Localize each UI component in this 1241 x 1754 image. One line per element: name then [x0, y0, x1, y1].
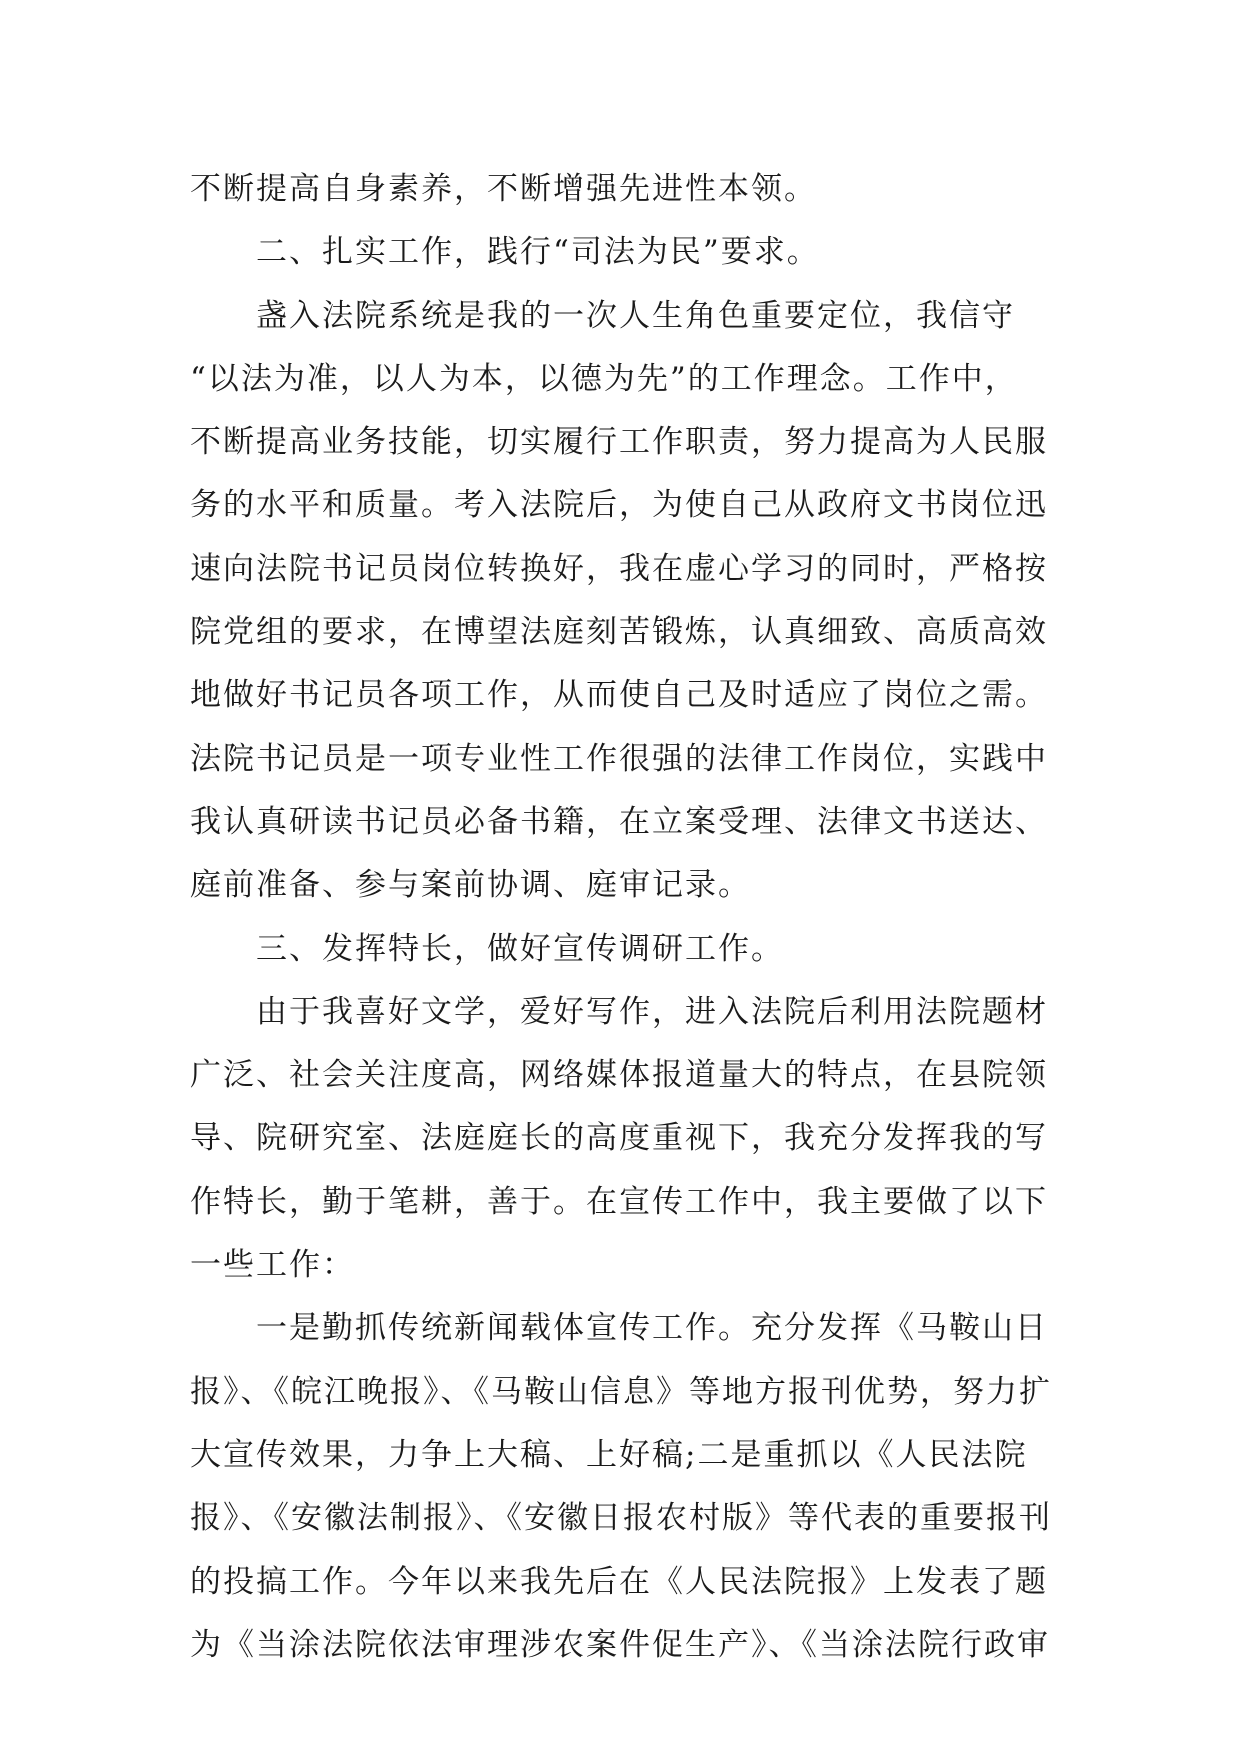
text-line: 二、扎实工作，践行“司法为民”要求。: [256, 234, 820, 271]
text-line: 的投搞工作。今年以来我先后在《人民法院报》上发表了题: [190, 1563, 1048, 1600]
text-line: 我认真研读书记员必备书籍，在立案受理、法律文书送达、: [190, 803, 1048, 840]
text-line: 广泛、社会关注度高，网络媒体报道量大的特点，在县院领: [190, 1057, 1048, 1094]
body-text: [190, 158, 1070, 1677]
text-line: 不断提高业务技能，切实履行工作职责，努力提高为人民服: [190, 424, 1048, 461]
text-line: 为《当涂法院依法审理涉农案件促生产》、《当涂法院行政审: [190, 1626, 1050, 1663]
text-line: 由于我喜好文学，爱好写作，进入法院后利用法院题材: [256, 993, 1048, 1030]
text-line: 速向法院书记员岗位转换好，我在虚心学习的同时，严格按: [190, 550, 1048, 587]
text-line: 地做好书记员各项工作，从而使自己及时适应了岗位之需。: [190, 677, 1048, 714]
text-line: 报》、《安徽法制报》、《安徽日报农村版》等代表的重要报刊: [190, 1500, 1052, 1537]
text-line: 法院书记员是一项专业性工作很强的法律工作岗位，实践中: [190, 740, 1048, 777]
text-line: 不断提高自身素养，不断增强先进性本领。: [190, 171, 817, 207]
text-line: 报》、《皖江晚报》、《马鞍山信息》等地方报刊优势，努力扩: [190, 1373, 1052, 1410]
text-line: 作特长，勤于笔耕，善于。在宣传工作中，我主要做了以下: [190, 1183, 1048, 1220]
text-line: 庭前准备、参与案前协调、庭审记录。: [190, 867, 751, 904]
text-line: 导、院研究室、法庭庭长的高度重视下，我充分发挥我的写: [190, 1120, 1048, 1157]
text-line: 一是勤抓传统新闻载体宣传工作。充分发挥《马鞍山日: [256, 1310, 1048, 1347]
text-line: 三、发挥特长，做好宣传调研工作。: [256, 930, 784, 967]
text-line: 大宣传效果，力争上大稿、上好稿;二是重抓以《人民法院: [190, 1436, 1028, 1473]
text-line: 盏入法院系统是我的一次人生角色重要定位，我信守: [256, 297, 1015, 334]
text-line: 一些工作：: [190, 1247, 355, 1284]
text-line: “以法为准，以人为本，以德为先”的工作理念。工作中，: [190, 360, 1018, 397]
text-line: 务的水平和质量。考入法院后，为使自己从政府文书岗位迅: [190, 487, 1048, 524]
text-line: 院党组的要求，在博望法庭刻苦锻炼，认真细致、高质高效: [190, 614, 1048, 651]
